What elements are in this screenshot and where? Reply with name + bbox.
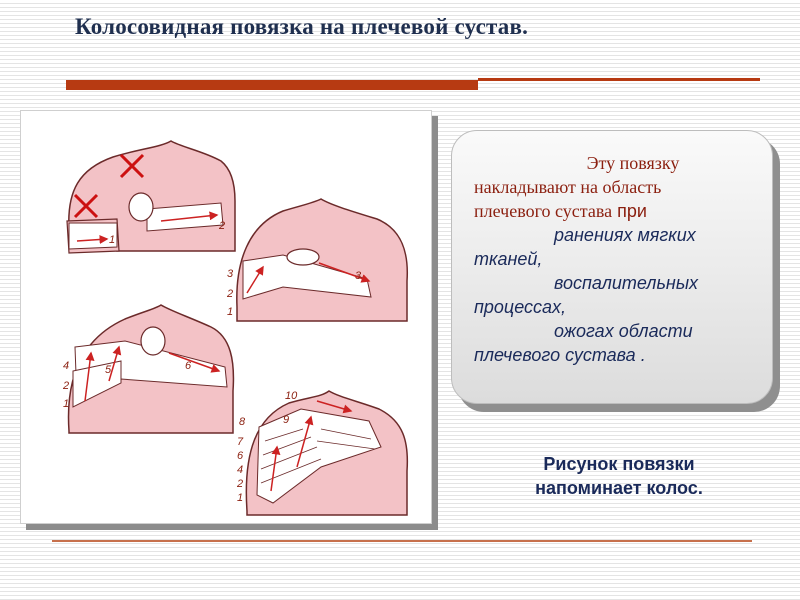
panel-2 bbox=[226, 199, 407, 321]
panel2-num-3: 3 bbox=[227, 268, 234, 280]
panel4-num-6: 6 bbox=[237, 450, 244, 462]
panel4-num-8: 8 bbox=[239, 416, 246, 428]
caption-line-1: Рисунок повязки bbox=[543, 454, 695, 474]
panel4-num-9: 9 bbox=[283, 414, 290, 426]
bandage-illustration bbox=[20, 110, 432, 524]
panel-1 bbox=[67, 141, 235, 253]
panel3-num-5: 5 bbox=[105, 364, 112, 376]
panel4-num-2: 2 bbox=[237, 478, 244, 490]
panel3-num-1: 1 bbox=[63, 398, 70, 410]
info-box bbox=[451, 130, 773, 404]
panel1-num-2: 2 bbox=[219, 220, 226, 232]
info-item-1a: ранениях мягких bbox=[554, 225, 696, 245]
panel-4 bbox=[236, 390, 407, 515]
bottom-rule bbox=[52, 540, 752, 542]
page-title: Колосовидная повязка на плечевой сустав. bbox=[75, 14, 529, 39]
panel2-num-1: 1 bbox=[227, 306, 234, 318]
info-item-3b: плечевого сустава . bbox=[474, 345, 646, 365]
info-line-3-serif: плечевого сустава bbox=[474, 201, 613, 221]
info-item-3a: ожогах области bbox=[554, 321, 693, 341]
info-line-2: накладывают на область bbox=[474, 177, 662, 197]
info-item-2a: воспалительных bbox=[554, 273, 699, 293]
info-box-text bbox=[474, 151, 762, 367]
info-item-1b: тканей, bbox=[474, 249, 543, 269]
info-item-2b: процессах, bbox=[474, 297, 567, 317]
panel2-num-3b: 3 bbox=[355, 270, 362, 282]
panel3-num-2: 2 bbox=[63, 380, 70, 392]
panel1-num-1: 1 bbox=[109, 234, 116, 246]
panel2-num-2: 2 bbox=[227, 288, 234, 300]
panel3-num-6: 6 bbox=[185, 360, 192, 372]
info-line-3 bbox=[474, 199, 762, 223]
title-underline-thick bbox=[66, 80, 478, 90]
info-line-3-sans: при bbox=[617, 201, 647, 221]
title-underline-thin bbox=[478, 78, 760, 81]
info-line-1: Эту повязку bbox=[586, 153, 680, 173]
panel4-num-1: 1 bbox=[237, 492, 244, 504]
caption-line-2: напоминает колос. bbox=[535, 478, 703, 498]
panel3-num-4: 4 bbox=[63, 360, 70, 372]
panel-3 bbox=[62, 305, 233, 433]
panel4-num-10: 10 bbox=[285, 390, 298, 402]
panel4-num-4: 4 bbox=[237, 464, 244, 476]
figure-caption bbox=[484, 452, 754, 500]
panel4-num-7: 7 bbox=[237, 436, 244, 448]
